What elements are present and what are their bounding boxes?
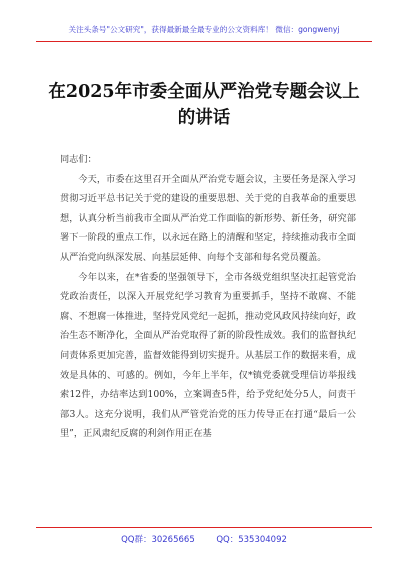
greeting: 同志们：	[60, 154, 97, 165]
header-note: 关注头条号"公文研究"，获得最新最全最专业的公文资料库！ 微信：gongwenyj	[68, 25, 340, 34]
paragraph-2: 今年以来，在*省委的坚强领导下，全市各级党组织坚决扛起管党治党政治责任，以深入开展党纪学习教育为重要抓手，坚持不敢腐、不能腐、不想腐一体推进，坚持党风党纪一起抓，推动党风政风持续向好，政治生态不断净化，全面从严治党取得了新的阶段性成效。我们的监督执纪问责体系更加完善，监督效能得到切实提升。从基层工作的数据来看，成效是具体的、可感的。例如，今年上半年，仅*镇党委就受理信访举报线索12件，办结率达到100%，立案调查5件，给予党纪处分5人，问责干部3人。这充分说明，我们从严管党治党的压力传导正在打通“最后一公里”，正风肃纪反腐的利剑作用正在基	[60, 271, 356, 440]
footer-divider	[36, 527, 372, 528]
document-title: 在2025年市委全面从严治党专题会议上的讲话	[48, 82, 360, 128]
header-divider	[36, 41, 372, 42]
paragraph-1: 今天，市委在这里召开全面从严治党专题会议，主要任务是深入学习贯彻习近平总书记关于党的建设的重要思想、关于党的自我革命的重要思想，认真分析当前我市全面从严治党工作面临的新形势、新任务，研究部署下一阶段的重点工作，以永远在路上的清醒和坚定，持续推动我市全面从严治党向纵深发展、向基层延伸、向每个支部和每名党员覆盖。	[60, 173, 356, 263]
footer-contact: QQ群：30265665 QQ：535304092	[121, 535, 287, 545]
document-body	[60, 150, 356, 444]
